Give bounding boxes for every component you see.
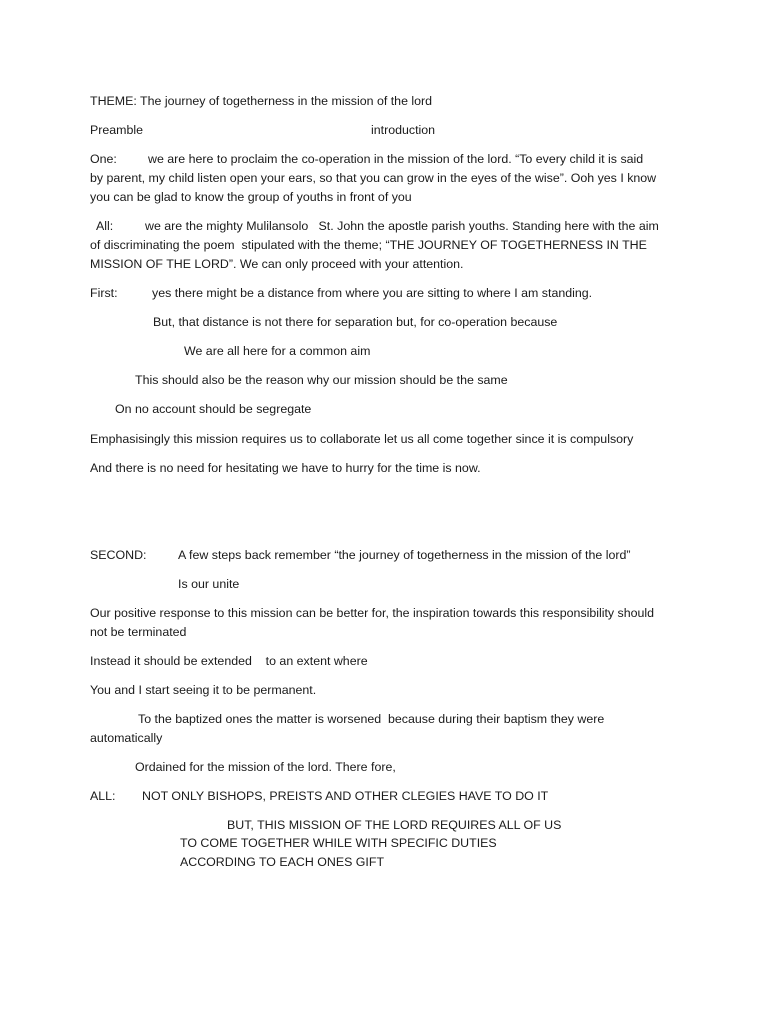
one-line-2: by parent, my child listen open your ears, so that you can grow in the eyes of the wise”. Ooh yes I know <box>90 171 657 185</box>
second-line-6a: To the baptized ones the matter is worsened because during their baptism they were <box>138 712 605 726</box>
second-line-6b: automatically <box>90 731 163 745</box>
all-one-line-2: of discriminating the poem stipulated with the theme; “THE JOURNEY OF TOGETHERNESS IN THE <box>90 238 647 252</box>
all-two-line-4: ACCORDING TO EACH ONES GIFT <box>180 855 385 869</box>
first-line-1: yes there might be a distance from where you are sitting to where I am standing. <box>152 286 593 300</box>
second-line-7: Ordained for the mission of the lord. There fore, <box>135 760 396 774</box>
speaker-first: First: <box>90 286 118 300</box>
all-two-line-2: BUT, THIS MISSION OF THE LORD REQUIRES ALL OF US <box>227 818 562 832</box>
theme-line: THEME: The journey of togetherness in the mission of the lord <box>90 94 433 108</box>
preamble-label: Preamble <box>90 123 144 137</box>
first-line-3: We are all here for a common aim <box>184 344 371 358</box>
second-line-3b: not be terminated <box>90 625 187 639</box>
one-line-3: you can be glad to know the group of youths in front of you <box>90 190 412 204</box>
second-line-3a: Our positive response to this mission can be better for, the inspiration towards this responsibility should <box>90 606 655 620</box>
speaker-one: One: <box>90 152 117 166</box>
second-line-4: Instead it should be extended to an extent where <box>90 654 368 668</box>
preamble-value: introduction <box>371 123 436 137</box>
all-two-line-3: TO COME TOGETHER WHILE WITH SPECIFIC DUTIES <box>180 836 497 850</box>
first-line-2: But, that distance is not there for separation but, for co-operation because <box>153 315 558 329</box>
first-line-5: On no account should be segregate <box>115 402 312 416</box>
all-two-line-1: NOT ONLY BISHOPS, PREISTS AND OTHER CLEGIES HAVE TO DO IT <box>142 789 549 803</box>
first-line-6: Emphasisingly this mission requires us to collaborate let us all come together since it is compulsory <box>90 432 634 446</box>
speaker-all-2: ALL: <box>90 789 116 803</box>
second-line-1: A few steps back remember “the journey of togetherness in the mission of the lord” <box>178 548 631 562</box>
all-one-line-1: we are the mighty Mulilansolo St. John the apostle parish youths. Standing here with the aim <box>145 219 659 233</box>
first-line-4: This should also be the reason why our mission should be the same <box>135 373 508 387</box>
second-line-2: Is our unite <box>178 577 240 591</box>
second-line-5: You and I start seeing it to be permanent. <box>90 683 317 697</box>
speaker-all-1: All: <box>96 219 114 233</box>
speaker-second: SECOND: <box>90 548 147 562</box>
all-one-line-3: MISSION OF THE LORD”. We can only proceed with your attention. <box>90 257 464 271</box>
one-line-1: we are here to proclaim the co-operation in the mission of the lord. “To every child it is said <box>148 152 644 166</box>
first-line-7: And there is no need for hesitating we have to hurry for the time is now. <box>90 461 481 475</box>
